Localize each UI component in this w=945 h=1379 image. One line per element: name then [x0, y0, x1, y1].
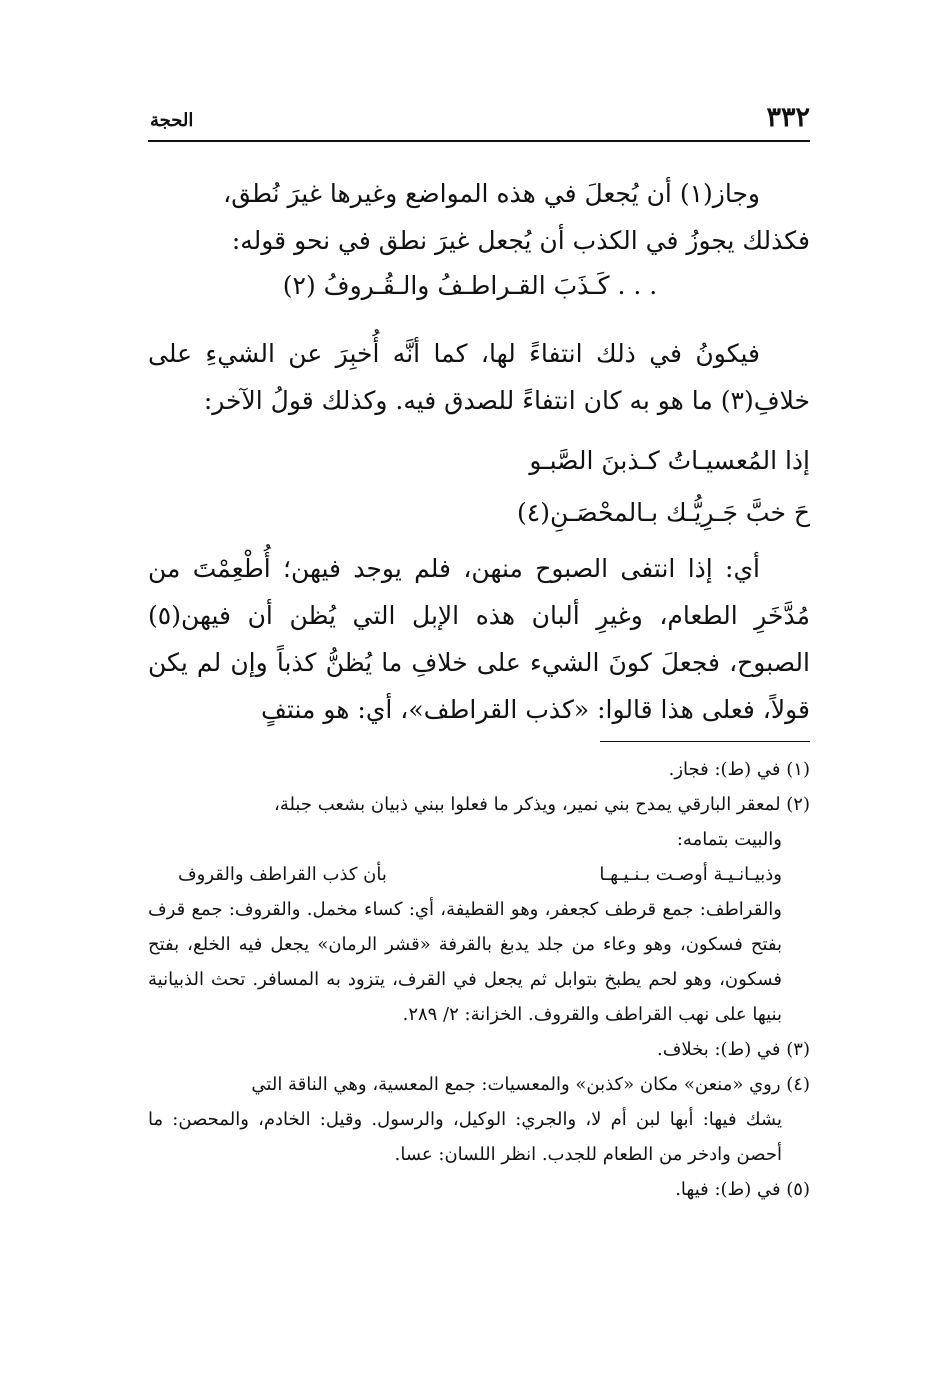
footnote-4-commentary: يشك فيها: أبها لبن أم لا، والجري: الوكيل، والرسول. وقيل: الخادم، والمحصن: ما أحصن وادخر من الطعام للجدب. انظر اللسان: عسا. — [148, 1109, 782, 1165]
footnote-separator — [600, 741, 810, 742]
footnote-1: (١) في (ط): فجاز. — [668, 759, 810, 780]
footnote-2-line-1: (٢) لمعقر البارقي يمدح بني نمير، ويذكر ما فعلوا ببني ذبيان بشعب جبلة، — [274, 794, 810, 815]
main-text-middle — [148, 330, 810, 424]
paragraph-1-line-1: وجاز(١) أن يُجعلَ في هذه المواضع وغيرها غيرَ نُطق، — [223, 179, 760, 208]
footnote-2-commentary: والقراطف: جمع قرطف كجعفر، وهو القطيفة، أي: كساء مخمل. والقروف: جمع قرف بفتح فسكون، وهو وعاء من جلد يدبغ بالقرفة «قشر الرمان» يجعل فيه الخلع، بفتح فسكون، وهو لحم يطبخ بتوابل ثم يجعل في القرف، يتزود به المسافر. تحث الذبيانية بنيها على نهب القراطف والقروف. الخزانة: ٢/ ٢٨٩. — [148, 899, 782, 1025]
footnote-5: (٥) في (ط): فيها. — [675, 1179, 810, 1200]
verse-2-hemistich-1: إذا المُعسيـاتُ كـذبنَ الصَّبـو — [529, 446, 810, 475]
paragraph-2: فيكونُ في ذلك انتفاءً لها، كما أنَّه أُخبِرَ عن الشيءِ على خلافِ(٣) ما هو به كان انتفاءً للصدق فيه. وكذلك قولُ الآخر: — [148, 339, 810, 415]
footnote-2-verse-a: وذبيـانـيـة أوصـت بـنـيـهـا — [599, 864, 782, 885]
footnote-2-line-2: والبيت بتمامه: — [676, 829, 782, 850]
page-header — [148, 100, 810, 142]
footnote-3: (٣) في (ط): بخلاف. — [656, 1039, 810, 1060]
footnote-2-verse — [148, 857, 810, 892]
verse-2-hemistich-2: حَ خبَّ جَـرِيُّـك بـالمحْصَـنِ(٤) — [516, 498, 810, 527]
paragraph-1-line-2: فكذلك يجوزُ في الكذب أن يُجعل غيرَ نطق في نحو قوله: — [231, 226, 810, 255]
verse-quotation-2 — [420, 435, 810, 539]
main-text-top — [148, 170, 810, 264]
main-text-bottom — [148, 545, 810, 733]
paragraph-3: أي: إذا انتفى الصبوح منهن، فلم يوجد فيهن؛ أُطْعِمْتَ من مُدَّخَرِ الطعام، وغيرِ ألبان هذه الإبل التي يُظن أن فيهن(٥) الصبوح، فجعلَ كونَ الشيء على خلافِ ما يُظنُّ كذباً وإن لم يكن قولاً، فعلى هذا قالوا: «كذب القراطف»، أي: هو منتفٍ — [148, 554, 810, 724]
running-title: الحجة — [150, 110, 194, 131]
footnote-4-line-1: (٤) روي «منعن» مكان «كذبن» والمعسيات: جمع المعسية، وهي الناقة التي — [251, 1074, 810, 1095]
footnote-2-verse-b: بأن كذب القراطف والقروف — [178, 864, 387, 885]
footnotes — [148, 752, 810, 1207]
verse-quotation-1: . . . كَـذَبَ القـراطـفُ والـقُـروفُ (٢) — [282, 271, 658, 300]
page-number: ٣٣٢ — [766, 102, 810, 133]
